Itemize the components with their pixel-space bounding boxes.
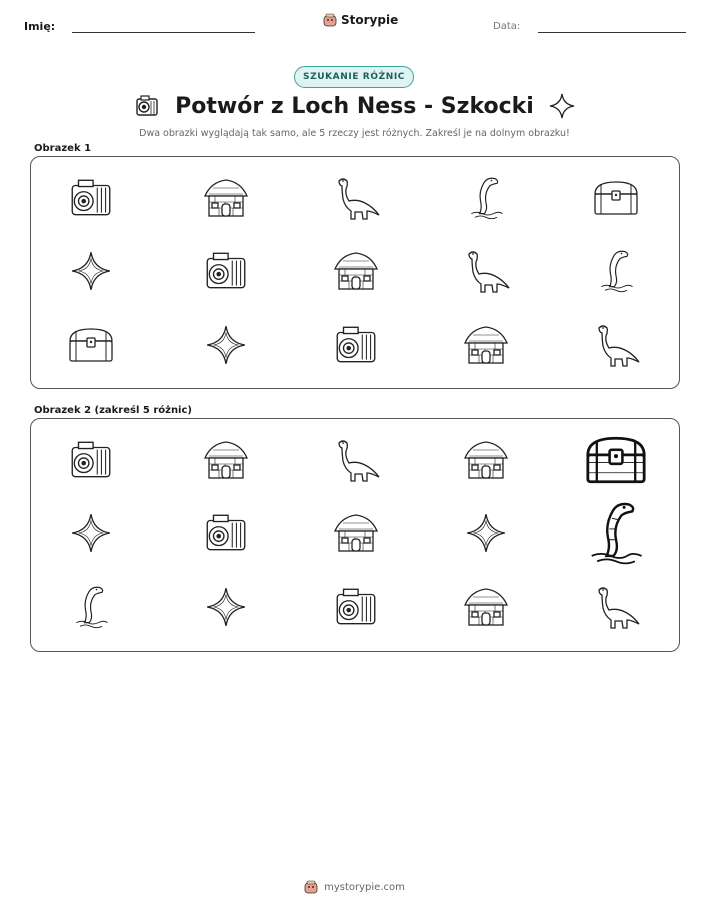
footer [0, 880, 709, 894]
treasure-chest-icon-large[interactable] [584, 434, 648, 486]
page-title: Potwór z Loch Ness - Szkocki [175, 93, 534, 119]
dinosaur-icon [591, 322, 641, 368]
sparkle-icon[interactable] [66, 510, 116, 556]
sparkle-icon [548, 92, 576, 120]
footer-url[interactable]: mystorypie.com [324, 881, 405, 893]
camera-icon[interactable] [201, 510, 251, 556]
date-line[interactable] [538, 32, 686, 33]
cottage-icon [201, 175, 251, 221]
dinosaur-icon[interactable] [331, 437, 381, 483]
brand-name: Storypie [341, 13, 399, 27]
cottage-icon[interactable] [461, 437, 511, 483]
sea-serpent-icon [591, 248, 641, 294]
picture1-label: Obrazek 1 [34, 143, 92, 154]
sparkle-icon[interactable] [201, 584, 251, 630]
camera-icon [133, 93, 161, 119]
sea-serpent-icon[interactable] [66, 584, 116, 630]
dinosaur-icon[interactable] [591, 584, 641, 630]
brand-logo [323, 13, 398, 27]
category-badge: SZUKANIE RÓŻNIC [294, 66, 414, 88]
instructions: Dwa obrazki wyglądają tak samo, ale 5 rzeczy jest różnych. Zakreśl je na dolnym obrazku! [139, 128, 570, 139]
camera-icon [201, 248, 251, 294]
cottage-icon[interactable] [461, 584, 511, 630]
treasure-chest-icon [66, 322, 116, 368]
sea-serpent-icon [461, 175, 511, 221]
storypie-mascot-icon [323, 13, 337, 27]
picture2-label: Obrazek 2 (zakreśl 5 różnic) [34, 405, 192, 416]
cottage-icon [331, 248, 381, 294]
sparkle-icon [201, 322, 251, 368]
name-label: Imię: [24, 20, 56, 33]
dinosaur-icon [461, 248, 511, 294]
sparkle-icon [66, 248, 116, 294]
cottage-icon[interactable] [331, 510, 381, 556]
cottage-icon[interactable] [201, 437, 251, 483]
sparkle-icon[interactable] [461, 510, 511, 556]
picture2-panel[interactable] [30, 418, 680, 652]
cottage-icon [461, 322, 511, 368]
page-title-row [0, 92, 709, 125]
storypie-mascot-icon [304, 880, 318, 894]
name-line[interactable] [72, 32, 255, 33]
camera-icon [66, 175, 116, 221]
date-label: Data: [493, 21, 521, 32]
treasure-chest-icon [591, 175, 641, 221]
picture1-panel [30, 156, 680, 389]
sea-serpent-icon-large[interactable] [589, 499, 643, 567]
camera-icon [331, 322, 381, 368]
camera-icon[interactable] [331, 584, 381, 630]
dinosaur-icon [331, 175, 381, 221]
camera-icon[interactable] [66, 437, 116, 483]
